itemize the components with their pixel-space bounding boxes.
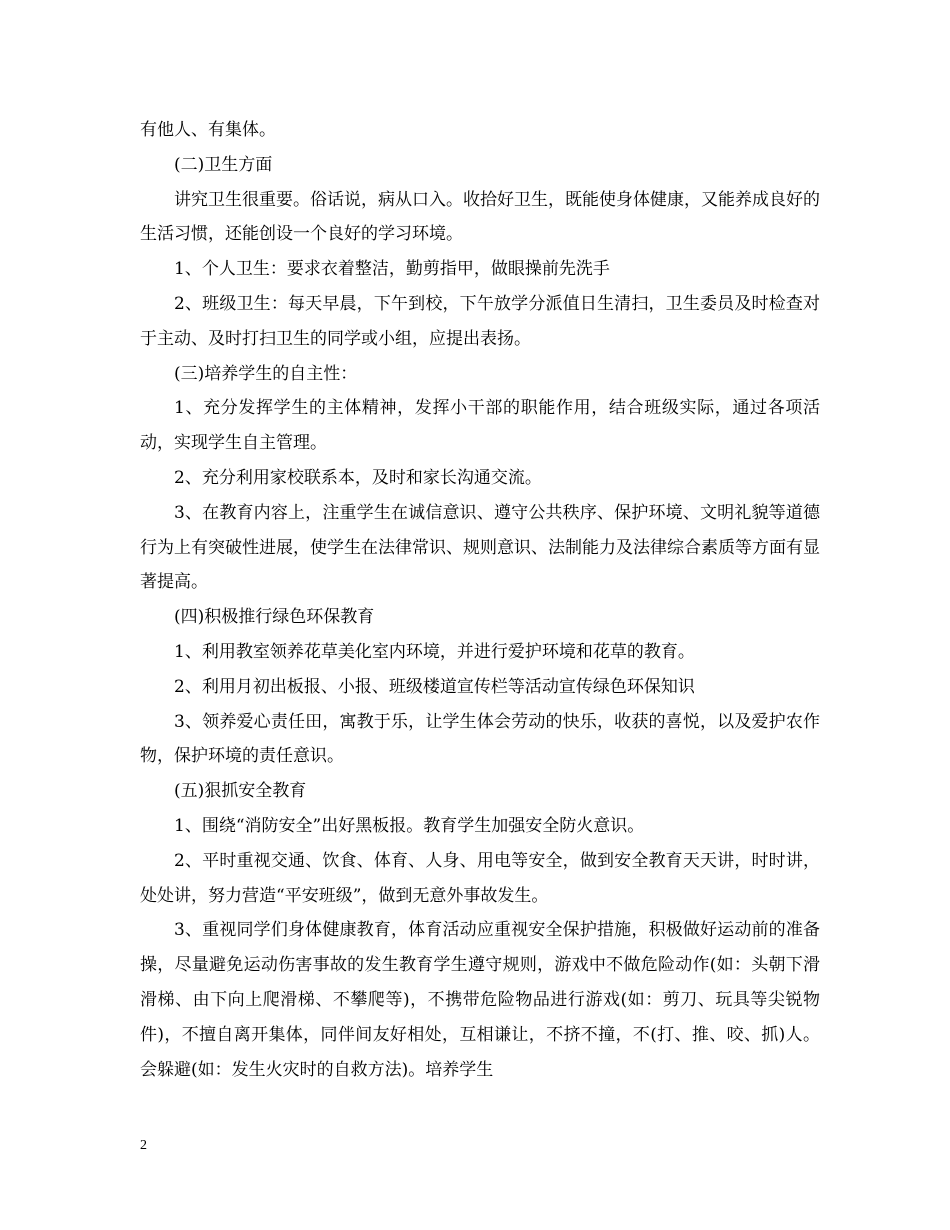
list-item: 2、平时重视交通、饮食、体育、人身、用电等安全，做到安全教育天天讲，时时讲，处处讲，努力营造“平安班级”，做到无意外事故发生。: [140, 850, 820, 906]
list-item: 2、利用月初出板报、小报、班级楼道宣传栏等活动宣传绿色环保知识: [174, 676, 695, 697]
paragraph: 有他人、有集体。: [140, 120, 276, 140]
document-body: [140, 113, 820, 1087]
page-number: 2: [140, 1138, 147, 1153]
list-item: 2、充分利用家校联系本，及时和家长沟通交流。: [174, 467, 542, 488]
section-heading: (三)培养学生的自主性：: [174, 363, 358, 384]
list-item: 1、利用教室领养花草美化室内环境，并进行爱护环境和花草的教育。: [174, 641, 695, 662]
section-heading: (五)狠抓安全教育: [174, 781, 307, 802]
list-item: 3、领养爱心责任田，寓教于乐，让学生体会劳动的快乐，收获的喜悦，以及爱护农作物，保护环境的责任意识。: [140, 711, 820, 767]
list-item: 3、在教育内容上，注重学生在诚信意识、遵守公共秩序、保护环境、文明礼貌等道德行为上有突破性进展，使学生在法律常识、规则意识、法制能力及法律综合素质等方面有显著提高。: [140, 502, 820, 593]
section-heading: (四)积极推行绿色环保教育: [174, 607, 375, 628]
paragraph: 讲究卫生很重要。俗话说，病从口入。收拾好卫生，既能使身体健康，又能养成良好的生活习惯，还能创设一个良好的学习环境。: [140, 189, 820, 245]
list-item: 3、重视同学们身体健康教育，体育活动应重视安全保护措施，积极做好运动前的准备操，尽量避免运动伤害事故的发生教育学生遵守规则，游戏中不做危险动作(如：头朝下滑滑梯、由下向上爬滑梯、不攀爬等)，不携带危险物品进行游戏(如：剪刀、玩具等尖锐物件)，不擅自离开集体，同伴间友好相处，互相谦让，不挤不撞，不(打、推、咬、抓)人。会躲避(如：发生火灾时的自救方法)。培养学生: [140, 920, 820, 1080]
list-item: 2、班级卫生：每天早晨，下午到校，下午放学分派值日生清扫，卫生委员及时检查对于主动、及时打扫卫生的同学或小组，应提出表扬。: [140, 293, 820, 349]
list-item: 1、个人卫生：要求衣着整洁，勤剪指甲，做眼操前先洗手: [174, 259, 610, 280]
list-item: 1、充分发挥学生的主体精神，发挥小干部的职能作用，结合班级实际，通过各项活动，实现学生自主管理。: [140, 398, 820, 454]
section-heading: (二)卫生方面: [174, 154, 273, 175]
list-item: 1、围绕“消防安全”出好黑板报。教育学生加强安全防火意识。: [174, 815, 645, 836]
